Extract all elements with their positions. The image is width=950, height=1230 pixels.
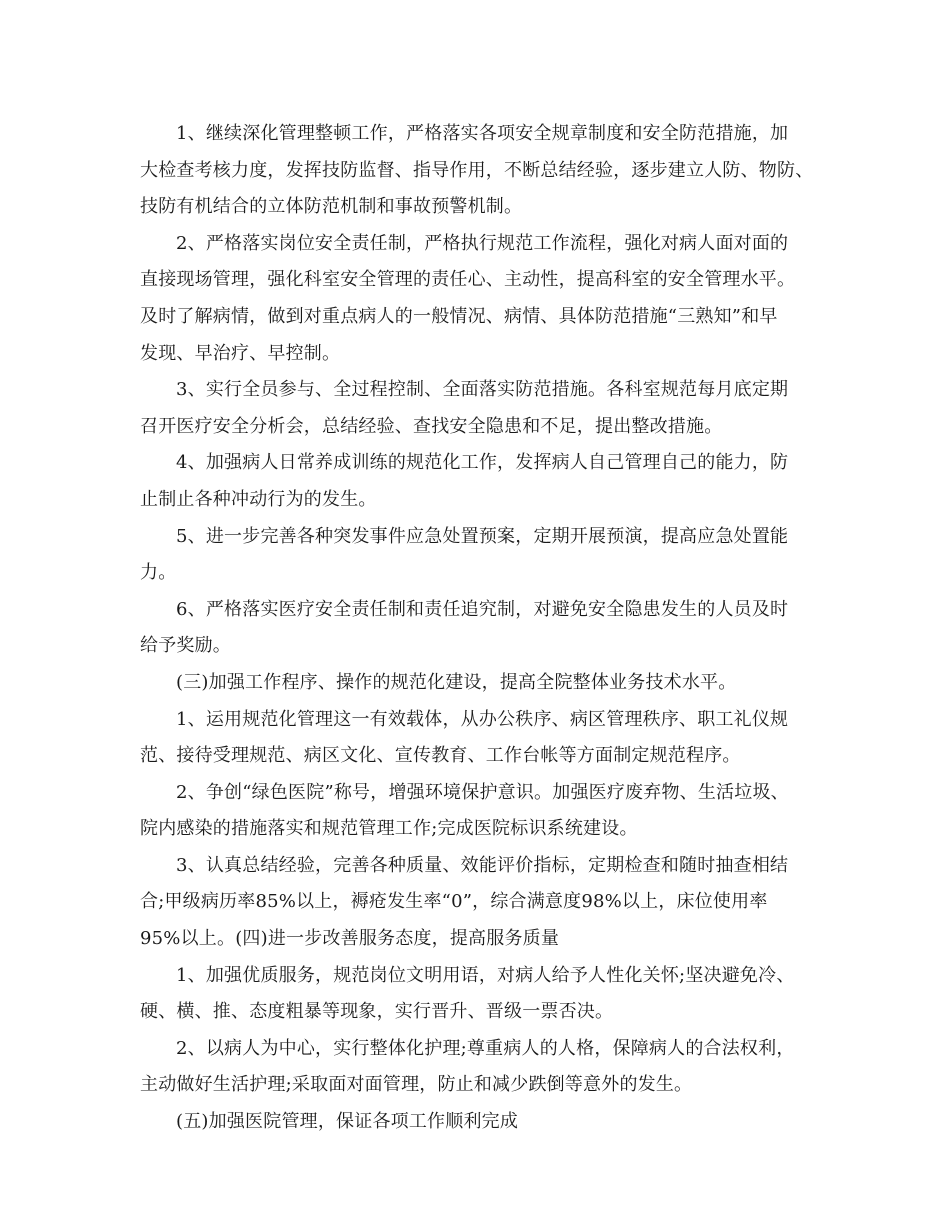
text-line: 召开医疗安全分析会，总结经验、查找安全隐患和不足，提出整改措施。 [140, 415, 723, 437]
text-line: 直接现场管理，强化科室安全管理的责任心、主动性，提高科室的安全管理水平。 [140, 269, 796, 291]
text-line: 2、严格落实岗位安全责任制，严格执行规范工作流程，强化对病人面对面的 [176, 232, 789, 254]
text-line: 2、争创“绿色医院”称号，增强环境保护意识。加强医疗废弃物、生活垃圾、 [176, 781, 789, 803]
text-line: 3、认真总结经验，完善各种质量、效能评价指标，定期检查和随时抽查相结 [176, 854, 789, 876]
section-heading: (五)加强医院管理，保证各项工作顺利完成 [176, 1111, 519, 1133]
text-line: 3、实行全员参与、全过程控制、全面落实防范措施。各科室规范每月底定期 [176, 379, 789, 401]
text-line: 合;甲级病历率85%以上，褥疮发生率“0”，综合满意度98%以上，床位使用率 [140, 891, 768, 913]
text-line: 4、加强病人日常养成训练的规范化工作，发挥病人自己管理自己的能力，防 [176, 452, 789, 474]
text-line: 给予奖励。 [140, 635, 231, 657]
text-line: 硬、横、推、态度粗暴等现象，实行晋升、晋级一票否决。 [140, 1001, 614, 1023]
section-heading: (三)加强工作程序、操作的规范化建设，提高全院整体业务技术水平。 [176, 671, 737, 693]
text-line: 院内感染的措施落实和规范管理工作;完成医院标识系统建设。 [140, 818, 638, 840]
text-line: 2、以病人为中心，实行整体化护理;尊重病人的人格，保障病人的合法权利， [176, 1037, 795, 1059]
text-line: 主动做好生活护理;采取面对面管理，防止和减少跌倒等意外的发生。 [140, 1074, 693, 1096]
text-line: 大检查考核力度，发挥技防监督、指导作用，不断总结经验，逐步建立人防、物防、 [140, 159, 814, 181]
text-line: 发现、早治疗、早控制。 [140, 342, 341, 364]
text-line: 范、接待受理规范、病区文化、宣传教育、工作台帐等方面制定规范程序。 [140, 745, 741, 767]
text-line: 1、继续深化管理整顿工作，严格落实各项安全规章制度和安全防范措施，加 [176, 123, 789, 144]
text-line: 及时了解病情，做到对重点病人的一般情况、病情、具体防范措施“三熟知”和早 [140, 305, 778, 327]
document-body [140, 116, 830, 1141]
text-line: 95%以上。(四)进一步改善服务态度，提高服务质量 [140, 928, 560, 950]
text-line: 1、运用规范化管理这一有效载体，从办公秩序、病区管理秩序、职工礼仪规 [176, 708, 789, 730]
text-line: 力。 [140, 562, 177, 584]
text-line: 1、加强优质服务，规范岗位文明用语，对病人给予人性化关怀;坚决避免冷、 [176, 964, 795, 986]
text-line: 止制止各种冲动行为的发生。 [140, 488, 377, 510]
text-line: 6、严格落实医疗安全责任制和责任追究制，对避免安全隐患发生的人员及时 [176, 598, 789, 620]
text-line: 5、进一步完善各种突发事件应急处置预案，定期开展预演，提高应急处置能 [176, 525, 789, 547]
text-line: 技防有机结合的立体防范机制和事故预警机制。 [140, 196, 523, 218]
